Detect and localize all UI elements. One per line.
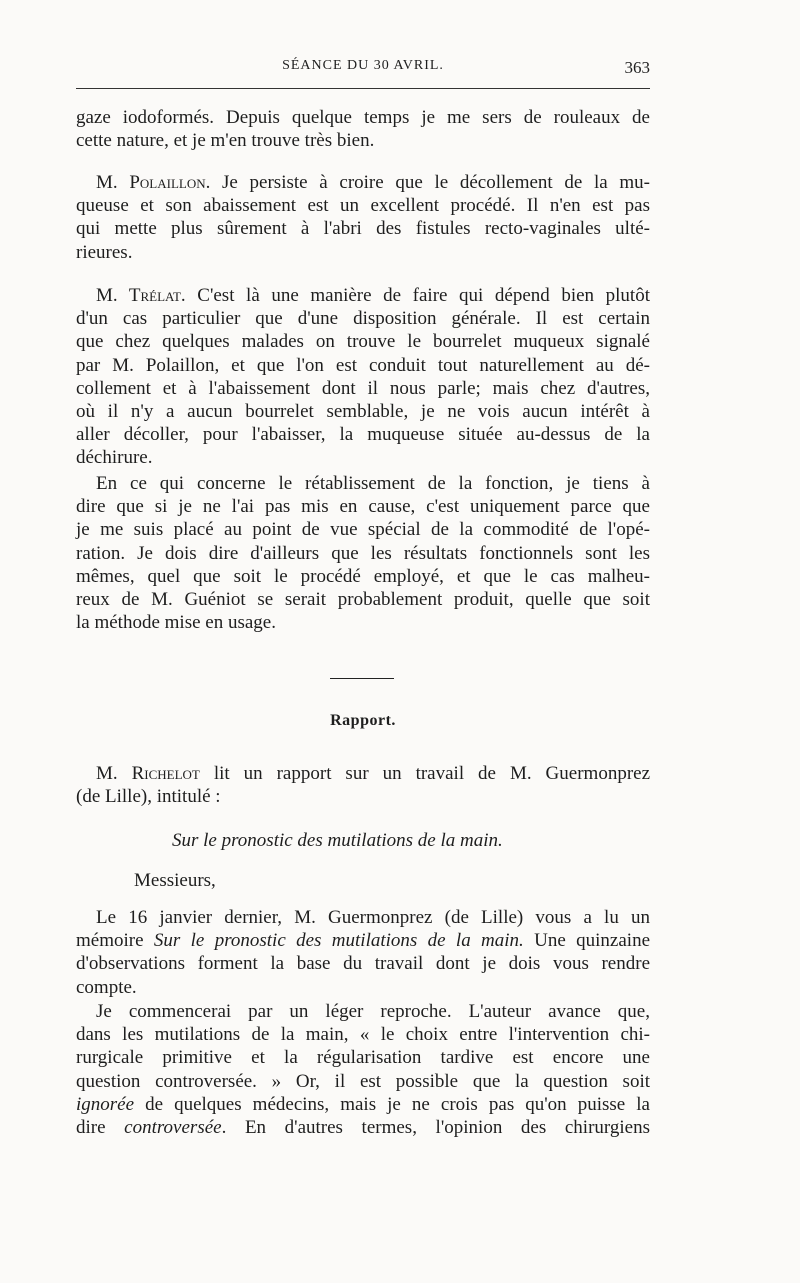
text-line: dans les mutilations de la main, « le choix entre l'intervention chi- xyxy=(76,1024,650,1046)
header-title: SÉANCE DU 30 AVRIL. xyxy=(282,58,444,73)
text-line: mémoire Sur le pronostic des mutilations de la main. Une quinzaine xyxy=(76,930,651,952)
paragraph-2 xyxy=(76,171,650,264)
italic-word: ignorée xyxy=(76,1093,135,1115)
text-line: collement et à l'abaissement dont il nous parle; mais chez d'autres, xyxy=(76,377,650,399)
text-line: dire controversée. En d'autres termes, l'opinion des chirurgiens xyxy=(76,1116,650,1138)
text-line: par M. Polaillon, et que l'on est conduit tout naturellement au dé- xyxy=(76,354,650,376)
text-line: déchirure. xyxy=(76,447,153,469)
text-line: qui mette plus sûrement à l'abri des fistules recto-vaginales ulté- xyxy=(76,218,650,240)
text-line: aller décoller, pour l'abaisser, la muqueuse située au-dessus de la xyxy=(76,424,650,446)
report-title: Sur le pronostic des mutilations de la main. xyxy=(172,830,503,851)
text-line: que chez quelques malades on trouve le bourrelet muqueux signalé xyxy=(76,331,650,353)
text-line: je me suis placé au point de vue spécial de la commodité de l'opé- xyxy=(76,519,650,541)
paragraph-3 xyxy=(76,284,650,470)
running-header xyxy=(76,58,650,84)
text-line: ration. Je dois dire d'ailleurs que les résultats fonctionnels sont les xyxy=(76,542,650,564)
text-line: En ce qui concerne le rétablissement de la fonction, je tiens à xyxy=(96,473,650,494)
text-line: compte. xyxy=(76,976,137,998)
section-title: Rapport. xyxy=(330,712,396,729)
text-line: question controversée. » Or, il est possible que la question soit xyxy=(76,1070,650,1092)
text-line: (de Lille), intitulé : xyxy=(76,786,221,808)
text-line: M. Trélat. C'est là une manière de faire qui dépend bien plutôt xyxy=(96,285,650,306)
text-line: gaze iodoformés. Depuis quelque temps je me sers de rouleaux de xyxy=(76,107,650,128)
speaker-name: M. Polaillon. xyxy=(96,172,211,193)
text-line: M. Polaillon. Je persiste à croire que le décollement de la mu- xyxy=(96,172,651,193)
paragraph-4 xyxy=(76,472,650,634)
text-line: la méthode mise en usage. xyxy=(76,612,276,634)
italic-title: Sur le pronostic des mutilations de la main. xyxy=(153,930,524,952)
text-line: Je commencerai par un léger reproche. L'auteur avance que, xyxy=(96,1001,650,1022)
text-line: cette nature, et je m'en trouve très bien. xyxy=(76,130,375,152)
text-line: ignorée de quelques médecins, mais je ne crois pas qu'on puisse la xyxy=(76,1093,650,1115)
text-line: dire que si je ne l'ai pas mis en cause, c'est uniquement parce que xyxy=(76,496,650,518)
paragraph-1 xyxy=(76,106,650,152)
paragraph-5 xyxy=(76,762,650,808)
text-line: reux de M. Guéniot se serait probablement produit, quelle que soit xyxy=(76,588,650,610)
paragraph-6 xyxy=(76,906,650,999)
section-separator xyxy=(330,678,394,679)
text-line: rurgicale primitive et la régularisation tardive est encore une xyxy=(76,1047,650,1069)
text-line: Le 16 janvier dernier, M. Guermonprez (de Lille) vous a lu un xyxy=(96,907,650,928)
header-rule xyxy=(76,88,650,89)
text-line: où il n'y a aucun bourrelet semblable, je ne vois aucun intérêt à xyxy=(76,400,650,422)
salutation: Messieurs, xyxy=(134,870,216,891)
text-line: queuse et son abaissement est un excellent procédé. Il n'en est pas xyxy=(76,195,650,217)
speaker-name: M. Richelot xyxy=(96,763,200,784)
text-line: M. Richelot lit un rapport sur un travail de M. Guermonprez xyxy=(96,763,651,784)
italic-word: controversée xyxy=(124,1116,222,1138)
speaker-name: M. Trélat. xyxy=(96,285,186,306)
text-line: d'observations forment la base du travail dont je dois vous rendre xyxy=(76,953,650,975)
paragraph-7 xyxy=(76,1000,650,1139)
text-line: mêmes, quel que soit le procédé employé, et que le cas malheu- xyxy=(76,565,650,587)
text-line: rieures. xyxy=(76,241,133,263)
page-number: 363 xyxy=(624,58,650,77)
text-line: d'un cas particulier que d'une disposition générale. Il est certain xyxy=(76,308,650,330)
